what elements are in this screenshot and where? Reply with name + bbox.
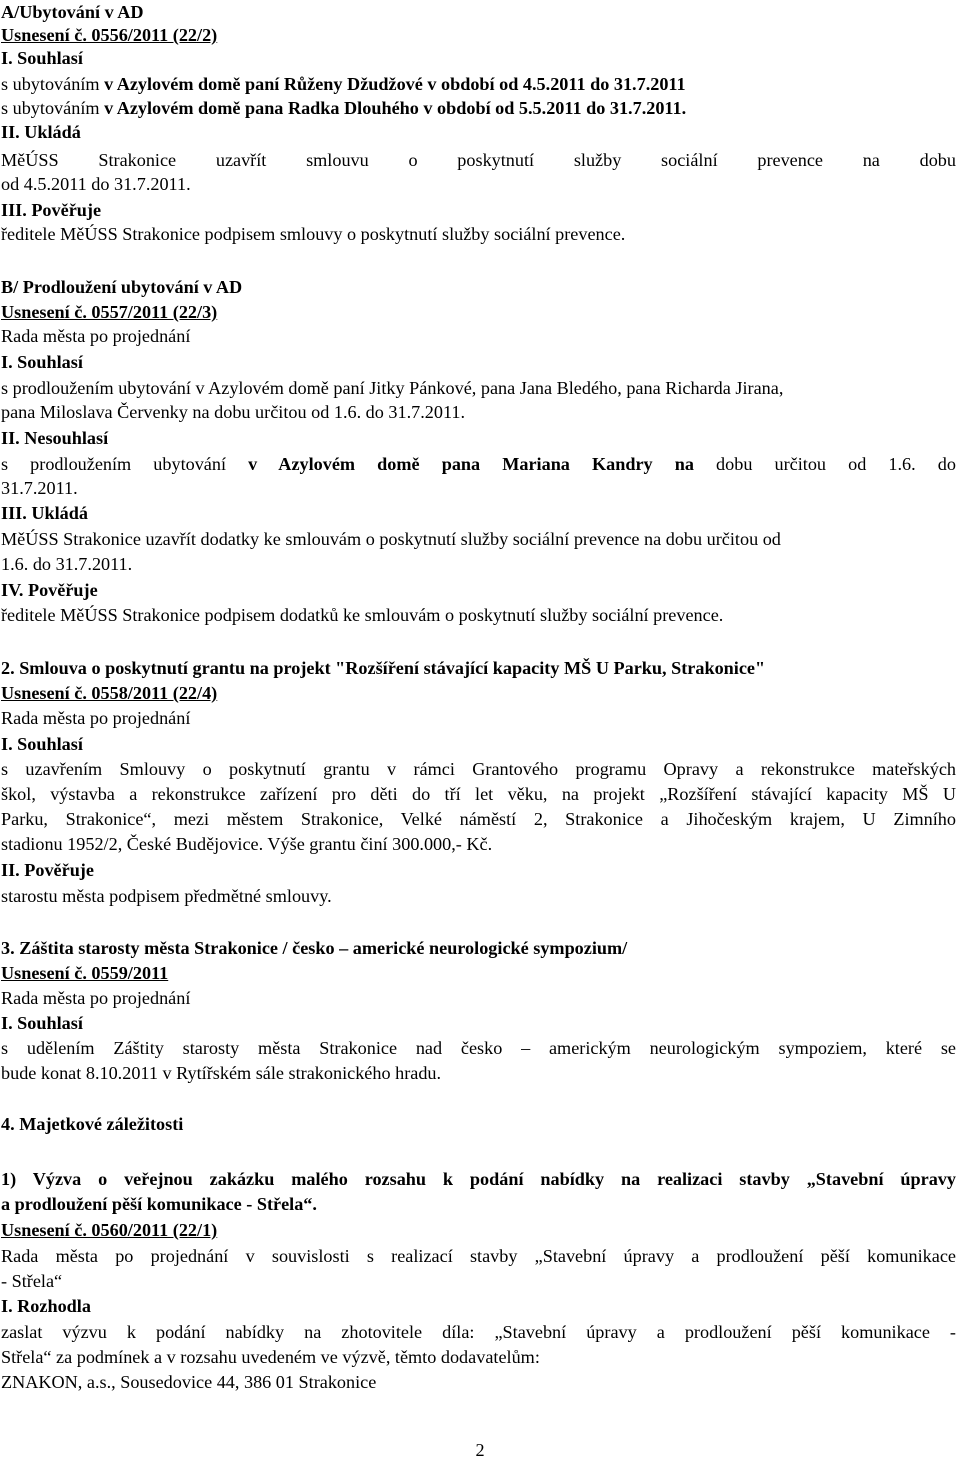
subsection-heading: 1) Výzva o veřejnou zakázku malého rozsahu k podání nabídky na realizaci stavby „Stavební úpravy	[1, 1169, 956, 1189]
resolution-number: Usnesení č. 0557/2011 (22/3)	[1, 302, 218, 322]
body-line: Rada města po projednání v souvislosti s realizací stavby „Stavební úpravy a prodloužení pěší komunikace	[1, 1246, 956, 1266]
body-line: s prodloužením ubytování v Azylovém domě pana Mariana Kandry na dobu určitou od 1.6. do	[1, 454, 956, 474]
body-line: Rada města po projednání	[1, 708, 191, 728]
section-heading-2: 2. Smlouva o poskytnutí grantu na projekt "Rozšíření stávající kapacity MŠ U Parku, Strakonice"	[1, 658, 766, 678]
clause-heading: I. Souhlasí	[1, 734, 83, 754]
body-line: s udělením Záštity starosty města Strakonice nad česko – americkým neurologickým sympoziem, které se	[1, 1038, 956, 1058]
clause-heading: II. Ukládá	[1, 122, 81, 142]
body-line: 31.7.2011.	[1, 478, 78, 498]
body-line: škol, výstavba a rekonstrukce zařízení pro děti do tří let věku, na projekt „Rozšíření stávající kapacity MŠ U	[1, 784, 956, 804]
clause-heading: I. Souhlasí	[1, 48, 83, 68]
section-heading-3: 3. Záštita starosty města Strakonice / česko – americké neurologické sympozium/	[1, 938, 628, 958]
page-number: 2	[475, 1440, 485, 1460]
body-line: 1.6. do 31.7.2011.	[1, 554, 133, 574]
body-line: pana Miloslava Červenky na dobu určitou od 1.6. do 31.7.2011.	[1, 402, 466, 422]
section-heading-4: 4. Majetkové záležitosti	[1, 1114, 184, 1134]
body-line: - Střela“	[1, 1271, 63, 1291]
body-line: bude konat 8.10.2011 v Rytířském sále strakonického hradu.	[1, 1063, 442, 1083]
clause-heading: IV. Pověřuje	[1, 580, 98, 600]
body-line: ředitele MěÚSS Strakonice podpisem smlouvy o poskytnutí služby sociální prevence.	[1, 224, 626, 244]
body-line: od 4.5.2011 do 31.7.2011.	[1, 174, 191, 194]
body-line: zaslat výzvu k podání nabídky na zhotovitele díla: „Stavební úpravy a prodloužení pěší komunikace -	[1, 1322, 956, 1342]
body-line: Rada města po projednání	[1, 988, 191, 1008]
body-line: Rada města po projednání	[1, 326, 191, 346]
clause-heading: I. Souhlasí	[1, 1013, 83, 1033]
resolution-number: Usnesení č. 0558/2011 (22/4)	[1, 683, 218, 703]
body-line: s prodloužením ubytování v Azylovém domě paní Jitky Pánkové, pana Jana Bledého, pana Richarda Jirana,	[1, 378, 784, 398]
body-line: MěÚSS Strakonice uzavřít dodatky ke smlouvám o poskytnutí služby sociální prevence na dobu určitou od	[1, 529, 781, 549]
resolution-number: Usnesení č. 0556/2011 (22/2)	[1, 25, 218, 45]
body-line: s ubytováním v Azylovém domě paní Růženy Džudžové v období od 4.5.2011 do 31.7.2011	[1, 74, 686, 94]
clause-heading: III. Ukládá	[1, 503, 88, 523]
clause-heading: III. Pověřuje	[1, 200, 102, 220]
body-line: Střela“ za podmínek a v rozsahu uvedeném ve výzvě, těmto dodavatelům:	[1, 1347, 540, 1367]
section-heading-b: B/ Prodloužení ubytování v AD	[1, 277, 243, 297]
section-heading-a: A/Ubytování v AD	[1, 2, 144, 22]
body-line: Parku, Strakonice“, mezi městem Strakonice, Velké náměstí 2, Strakonice a Jihočeským krajem, U Zimního	[1, 809, 956, 829]
body-line: stadionu 1952/2, České Budějovice. Výše grantu činí 300.000,- Kč.	[1, 834, 493, 854]
subsection-heading: a prodloužení pěší komunikace - Střela“.	[1, 1194, 317, 1214]
clause-heading: I. Rozhodla	[1, 1296, 91, 1316]
resolution-number: Usnesení č. 0559/2011	[1, 963, 169, 983]
body-line: s uzavřením Smlouvy o poskytnutí grantu v rámci Grantového programu Opravy a rekonstrukce mateřských	[1, 759, 956, 779]
body-line: s ubytováním v Azylovém domě pana Radka Dlouhého v období od 5.5.2011 do 31.7.2011.	[1, 98, 687, 118]
clause-heading: I. Souhlasí	[1, 352, 83, 372]
resolution-number: Usnesení č. 0560/2011 (22/1)	[1, 1220, 218, 1240]
clause-heading: II. Pověřuje	[1, 860, 94, 880]
body-line: MěÚSS Strakonice uzavřít smlouvu o poskytnutí služby sociální prevence na dobu	[1, 150, 956, 170]
clause-heading: II. Nesouhlasí	[1, 428, 109, 448]
body-line: ZNAKON, a.s., Sousedovice 44, 386 01 Strakonice	[1, 1372, 377, 1392]
body-line: starostu města podpisem předmětné smlouvy.	[1, 886, 332, 906]
body-line: ředitele MěÚSS Strakonice podpisem dodatků ke smlouvám o poskytnutí služby sociální prevence.	[1, 605, 724, 625]
